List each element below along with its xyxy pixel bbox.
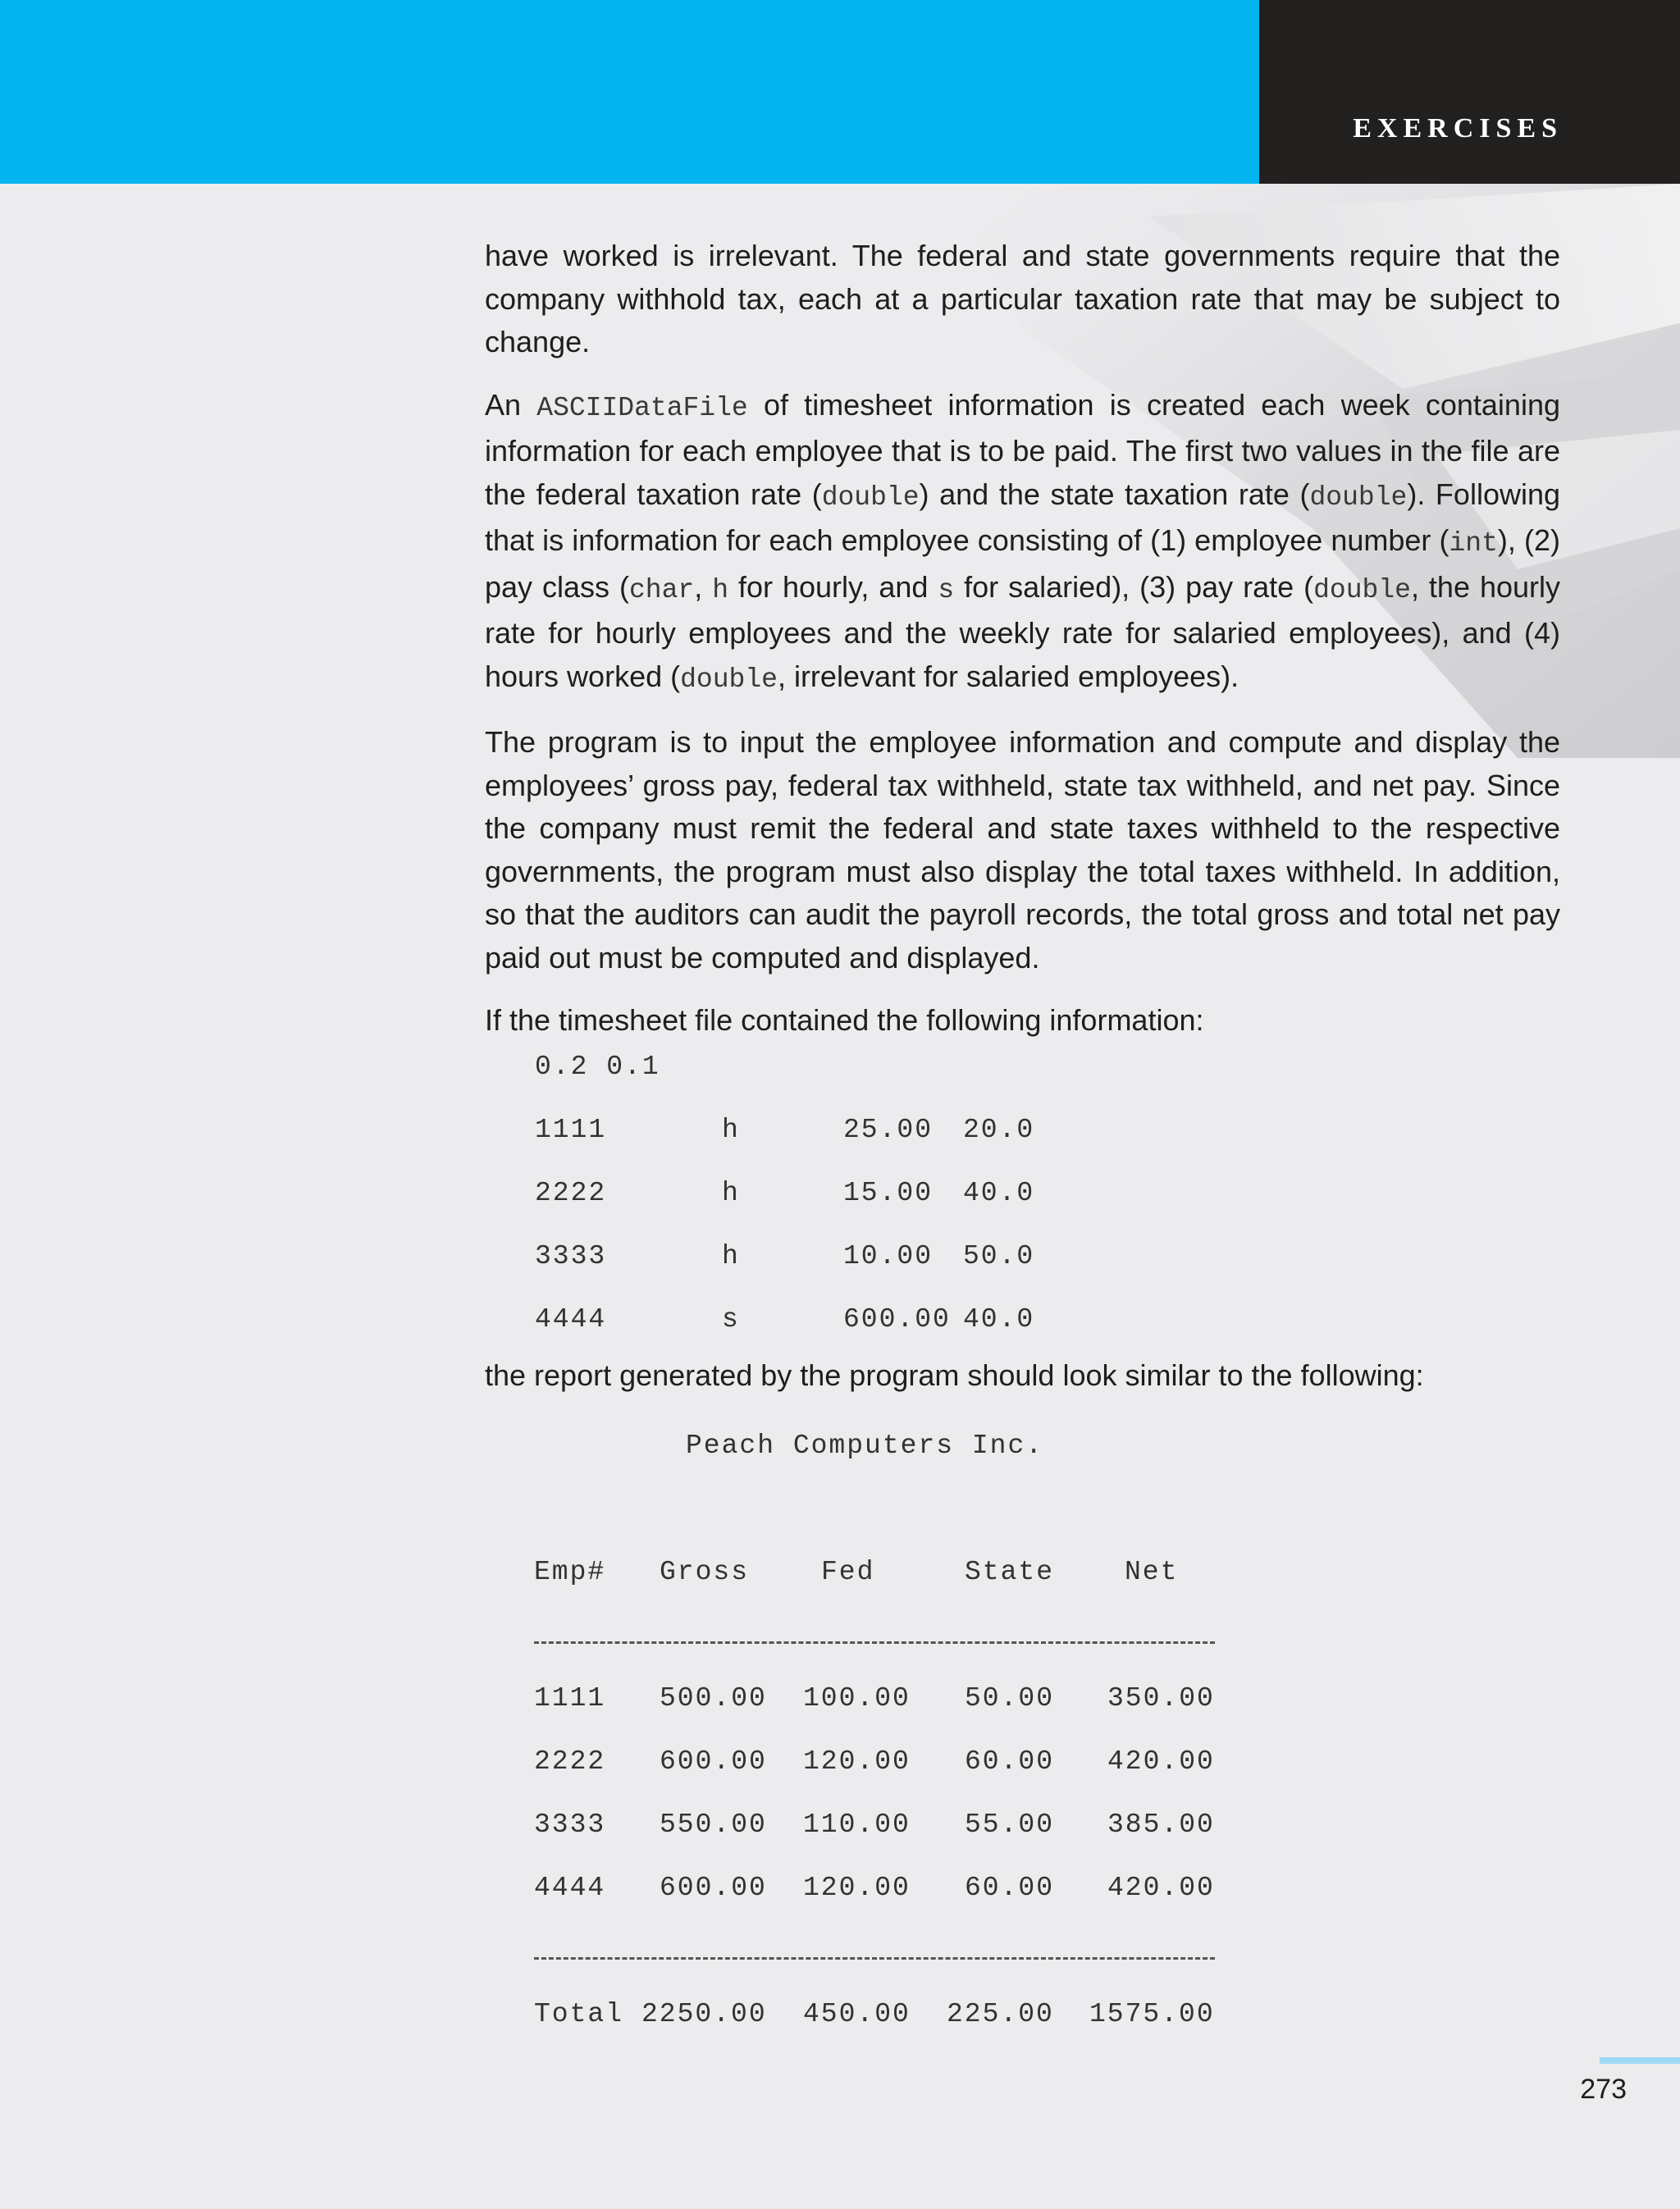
code-term: double [680,664,778,695]
header-band [0,0,1259,184]
column-header: Gross [660,1557,750,1587]
page-tab-marker [1600,2057,1680,2064]
code-term: double [1309,482,1408,513]
code-term: char [629,574,695,605]
body-text [485,235,1560,1417]
report-company: Peach Computers Inc. [686,1431,1044,1461]
column-header: Emp# [534,1557,606,1587]
column-header: State [965,1557,1055,1587]
code-term: double [1313,574,1411,605]
code-term: ASCIIDataFile [536,392,748,423]
paragraph: An ASCIIDataFile of timesheet information is created each week containing information for each employee that is to be paid. The first two values in the file are the federal taxation rate (double) and the state taxation rate (double). Following that is information for each employee consisting of (1) employee number (int), (2) pay class (char, h for hourly, and s for salaried), (3) pay rate (double, the hourly rate for hourly employees and the weekly rate for salaried employees), and (4) hours worked (double, irrelevant for salaried employees). [485,387,1561,695]
code-term: double [821,482,920,513]
timesheet-rates: 0.2 0.1 [535,1051,660,1082]
timesheet-row: 2222 h 15.00 40.0 [535,1177,1035,1208]
timesheet-listing [535,1046,1560,1354]
column-header: Net [1125,1557,1179,1587]
paragraph: If the timesheet file contained the following information: [485,1003,1204,1037]
code-term: int [1449,528,1498,559]
code-term: h [712,574,729,605]
paragraph: The program is to input the employee information and compute and display the employees’ gross pay, federal tax withheld, state tax withheld, and net pay. Since the company must remit the federal and state taxes withheld to the respective governments, the program must also display the total taxes withheld. In addition, so that the auditors can audit the payroll records, the total gross and total net pay paid out must be computed and displayed. [485,725,1560,974]
timesheet-row: 3333 h 10.00 50.0 [535,1240,1035,1271]
code-term: s [938,574,955,605]
header-dark-block [1259,0,1680,184]
column-header: Fed [821,1557,875,1587]
timesheet-row: 1111 h 25.00 20.0 [535,1114,1035,1145]
section-label: EXERCISES [1353,113,1563,144]
page-number: 273 [1580,2074,1627,2105]
timesheet-row: 4444 s 600.00 40.0 [535,1303,1035,1335]
paragraph: the report generated by the program should look similar to the following: [485,1358,1424,1392]
paragraph: have worked is irrelevant. The federal and state governments require that the company withhold tax, each at a particular taxation rate that may be subject to change. [485,239,1560,358]
